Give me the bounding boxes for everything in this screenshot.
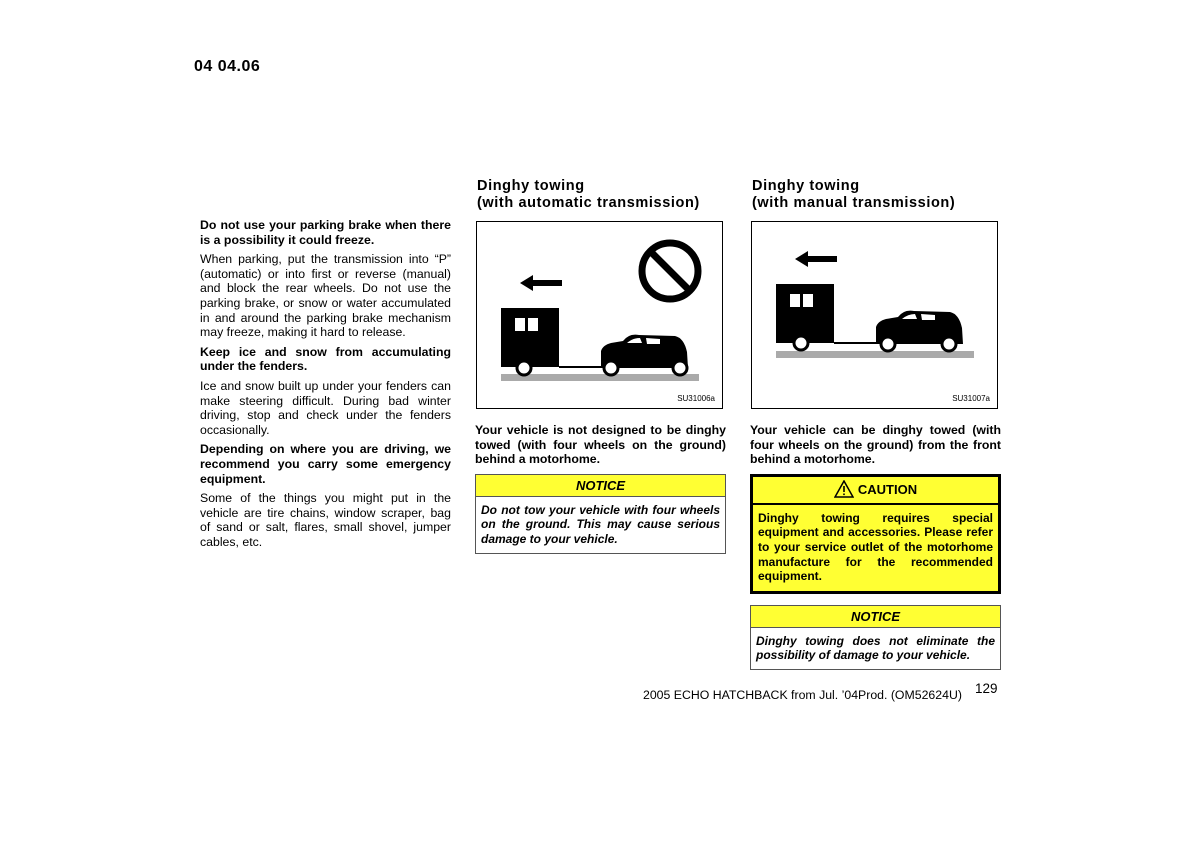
ground-strip — [501, 374, 699, 381]
manual-column — [750, 178, 1001, 670]
automatic-column — [475, 178, 726, 554]
page-reference: 04 04.06 — [194, 58, 261, 75]
manual-towing-illustration — [752, 222, 997, 408]
caution-box — [750, 474, 1001, 594]
manual-towing-figure — [751, 221, 998, 409]
automatic-towing-illustration — [477, 222, 722, 408]
figure-code: SU31006a — [677, 394, 715, 403]
notice-text: Do not tow your vehicle with four wheels on the ground. This may cause serious damage to your vehicle. — [481, 502, 720, 546]
warning-triangle-icon — [834, 480, 854, 498]
arrow-left-icon — [795, 251, 837, 267]
manual-heading-line1: Dinghy towing — [752, 178, 860, 194]
notice-text: Dinghy towing does not eliminate the possibility of damage to your vehicle. — [756, 633, 995, 663]
figure-code: SU31007a — [952, 394, 990, 403]
automatic-notice-box — [475, 474, 726, 554]
left-column — [200, 218, 451, 549]
arrow-left-icon — [520, 275, 562, 291]
motorhome-icon — [501, 308, 559, 375]
paragraph-emergency-heading: Depending on where you are driving, we recommend you carry some emergency equipment. — [200, 442, 451, 486]
car-icon — [876, 311, 963, 351]
automatic-heading-line1: Dinghy towing — [477, 178, 585, 194]
automatic-heading-line2: (with automatic transmission) — [477, 195, 700, 211]
automatic-towing-figure — [476, 221, 723, 409]
caution-header — [753, 477, 998, 505]
paragraph-parking-brake-heading: Do not use your parking brake when there is a possibility it could freeze. — [200, 218, 451, 247]
automatic-caption: Your vehicle is not designed to be dinghy towed (with four wheels on the ground) behind a motorhome. — [475, 423, 726, 467]
prohibited-icon — [642, 243, 698, 299]
paragraph-fenders-body: Ice and snow built up under your fenders can make steering difficult. During bad winter driving, stop and check under the fenders occasionally. — [200, 378, 451, 437]
ground-strip — [776, 351, 974, 358]
manual-heading — [752, 178, 1001, 212]
manual-heading-line2: (with manual transmission) — [752, 195, 956, 211]
automatic-heading — [477, 178, 726, 212]
caution-text: Dinghy towing requires special equipment and accessories. Please refer to your service outlet of the motorhome manufacture for the recommended equipment. — [758, 510, 993, 584]
notice-title: NOTICE — [751, 606, 1000, 628]
paragraph-emergency-body: Some of the things you might put in the vehicle are tire chains, window scraper, bag of sand or salt, flares, small shovel, jumper cables, etc. — [200, 491, 451, 549]
car-icon — [601, 335, 688, 375]
notice-title: NOTICE — [476, 475, 725, 497]
page-number: 129 — [975, 681, 998, 696]
paragraph-fenders-heading: Keep ice and snow from accumulating under the fenders. — [200, 344, 451, 374]
manual-notice-box — [750, 605, 1001, 670]
caution-title: CAUTION — [857, 481, 918, 497]
paragraph-parking-brake-body: When parking, put the transmission into “P” (automatic) or into first or reverse (manual) and block the rear wheels. Do not use the parking brake, or snow or water accumulated in and around the parking brake mechanism may freeze, making it hard to release. — [200, 252, 451, 340]
manual-caption: Your vehicle can be dinghy towed (with four wheels on the ground) from the front behind a motorhome. — [750, 423, 1001, 467]
footer-text: 2005 ECHO HATCHBACK from Jul. ’04Prod. (OM52624U) — [643, 688, 962, 702]
motorhome-icon — [776, 284, 834, 350]
